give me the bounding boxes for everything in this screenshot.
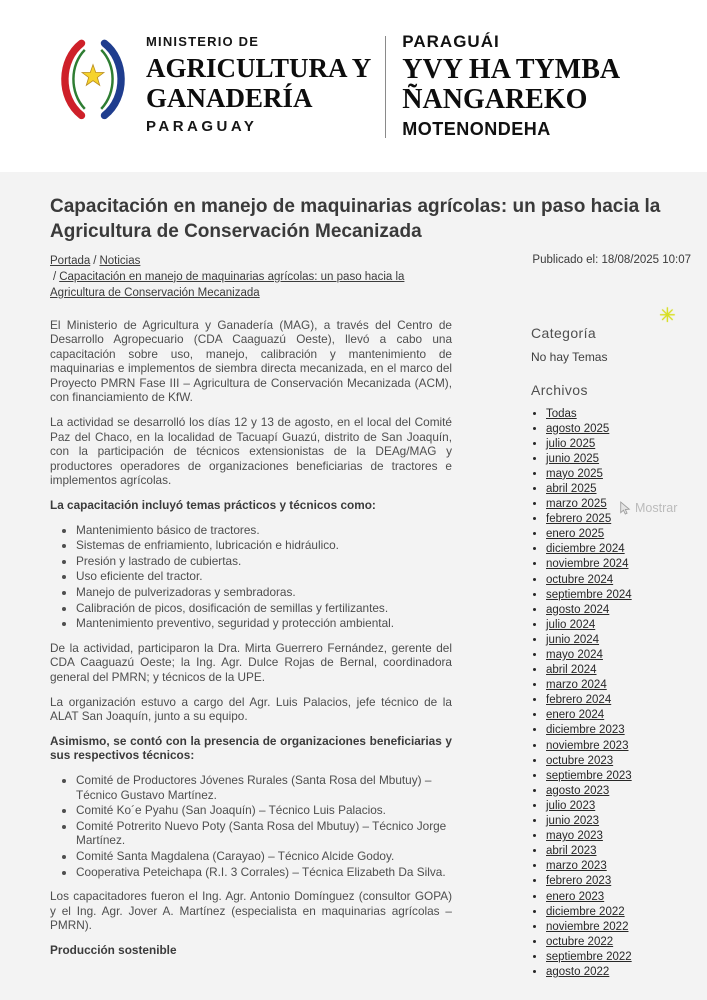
mostrar-tooltip bbox=[619, 501, 677, 515]
archive-link[interactable]: julio 2024 bbox=[546, 618, 596, 631]
archive-link[interactable]: mayo 2025 bbox=[546, 467, 603, 480]
section-heading: La capacitación incluyó temas prácticos y técnicos como: bbox=[50, 498, 376, 513]
archive-link[interactable]: enero 2024 bbox=[546, 709, 605, 722]
archive-item bbox=[546, 693, 691, 708]
organization-list-item: • Comité Ko´e Pyahu (San Joaquín) – Técnico Luis Palacios. bbox=[76, 803, 452, 818]
breadcrumb-link-portada[interactable]: Portada bbox=[50, 254, 91, 267]
archive-item bbox=[546, 422, 691, 437]
archive-item bbox=[546, 950, 691, 965]
category-empty-text: No hay Temas bbox=[531, 349, 608, 364]
guarani-line: YVY HA TYMBA bbox=[402, 54, 621, 85]
archive-link[interactable]: marzo 2025 bbox=[546, 498, 607, 511]
archive-item bbox=[546, 527, 691, 542]
archive-link[interactable]: enero 2023 bbox=[546, 890, 605, 903]
main-content bbox=[0, 172, 707, 980]
archive-link[interactable]: noviembre 2022 bbox=[546, 920, 629, 933]
archive-link[interactable]: mayo 2024 bbox=[546, 649, 603, 662]
mouse-pointer-icon bbox=[619, 501, 631, 515]
ministry-line: GANADERÍA bbox=[146, 83, 313, 114]
published-date: Publicado el: 18/08/2025 10:07 bbox=[532, 253, 691, 266]
archive-link[interactable]: abril 2024 bbox=[546, 664, 597, 677]
archive-item bbox=[546, 739, 691, 754]
archive-item bbox=[546, 437, 691, 452]
archive-link[interactable]: octubre 2024 bbox=[546, 573, 614, 586]
topic-list-item: • Presión y lastrado de cubiertas. bbox=[76, 554, 452, 569]
archive-link[interactable]: junio 2024 bbox=[546, 633, 600, 646]
archive-link[interactable]: octubre 2022 bbox=[546, 935, 614, 948]
article-body bbox=[50, 318, 452, 981]
archive-link[interactable]: noviembre 2024 bbox=[546, 558, 629, 571]
ministry-line: MINISTERIO DE bbox=[146, 34, 260, 49]
archive-link[interactable]: abril 2023 bbox=[546, 845, 597, 858]
archive-item bbox=[546, 754, 691, 769]
ministry-line: AGRICULTURA Y bbox=[146, 53, 372, 83]
archive-item bbox=[546, 557, 691, 572]
category-title: Categoría bbox=[531, 324, 597, 341]
archive-link[interactable]: agosto 2024 bbox=[546, 603, 610, 616]
archive-item bbox=[546, 618, 691, 633]
archive-item bbox=[546, 678, 691, 693]
archive-link[interactable]: marzo 2023 bbox=[546, 860, 607, 873]
archive-link[interactable]: octubre 2023 bbox=[546, 754, 614, 767]
archive-item bbox=[546, 935, 691, 950]
archive-link[interactable]: diciembre 2024 bbox=[546, 543, 625, 556]
archive-item bbox=[546, 603, 691, 618]
topic-list-item: • Manejo de pulverizadoras y sembradoras. bbox=[76, 585, 452, 600]
archive-link[interactable]: noviembre 2023 bbox=[546, 739, 629, 752]
paragraph: De la actividad, participaron la Dra. Mirta Guerrero Fernández, gerente del CDA Caaguazú Oeste; la Ing. Agr. Dulce Rojas de Bernal, coordinadora general del PMRN; y técnicos de la UPE. bbox=[50, 640, 452, 684]
archive-link[interactable]: diciembre 2023 bbox=[546, 724, 625, 737]
breadcrumb-separator: / bbox=[93, 254, 97, 267]
archive-item bbox=[546, 648, 691, 663]
archive-link[interactable]: febrero 2025 bbox=[546, 513, 612, 526]
topics-list bbox=[50, 523, 452, 631]
paragraph: La organización estuvo a cargo del Agr. Luis Palacios, jefe técnico de la ALAT San Joaquín, junto a su equipo. bbox=[50, 694, 452, 724]
archive-link[interactable]: septiembre 2022 bbox=[546, 950, 632, 963]
archive-link[interactable]: febrero 2023 bbox=[546, 875, 612, 888]
content-row bbox=[50, 318, 691, 981]
breadcrumb-current-page[interactable]: Capacitación en manejo de maquinarias agrícolas: un paso hacia la Agricultura de Conservación Mecanizada bbox=[50, 270, 405, 300]
archive-link[interactable]: abril 2025 bbox=[546, 482, 597, 495]
archive-link[interactable]: diciembre 2022 bbox=[546, 905, 625, 918]
breadcrumb bbox=[50, 253, 450, 302]
archive-item bbox=[546, 874, 691, 889]
archive-item bbox=[546, 784, 691, 799]
topic-list-item: • Mantenimiento preventivo, seguridad y protección ambiental. bbox=[76, 616, 452, 631]
archive-link[interactable]: febrero 2024 bbox=[546, 694, 612, 707]
archive-link[interactable]: junio 2023 bbox=[546, 815, 600, 828]
paraguay-coat-of-arms-logo bbox=[52, 30, 134, 132]
archive-item bbox=[546, 407, 691, 422]
topic-list-item: • Sistemas de enfriamiento, lubricación e hidráulico. bbox=[76, 538, 452, 553]
archive-item bbox=[546, 482, 691, 497]
archive-link[interactable]: agosto 2022 bbox=[546, 965, 610, 978]
archive-item bbox=[546, 588, 691, 603]
archive-item bbox=[546, 573, 691, 588]
mostrar-label: Mostrar bbox=[635, 501, 678, 515]
topic-list-item: • Calibración de picos, dosificación de semillas y fertilizantes. bbox=[76, 601, 452, 616]
archive-item bbox=[546, 723, 691, 738]
archive-link[interactable]: septiembre 2023 bbox=[546, 769, 632, 782]
page-title: Capacitación en manejo de maquinarias agrícolas: un paso hacia la Agricultura de Conservación Mecanizada bbox=[50, 196, 661, 243]
breadcrumb-line bbox=[50, 253, 450, 269]
archive-item bbox=[546, 708, 691, 723]
guarani-line: MOTENONDEHA bbox=[402, 119, 551, 140]
archive-item bbox=[546, 799, 691, 814]
sidebar bbox=[531, 318, 691, 981]
paragraph: Los capacitadores fueron el Ing. Agr. Antonio Domínguez (consultor GOPA) y el Ing. Agr. Jover A. Martínez (especialista en maquinarias agrícolas – PMRN). bbox=[50, 889, 452, 933]
archive-link[interactable]: marzo 2024 bbox=[546, 679, 607, 692]
paragraph: El Ministerio de Agricultura y Ganadería (MAG), a través del Centro de Desarrollo Agropecuario (CDA Caaguazú Oeste), llevó a cabo una capacitación sobre uso, manejo, calibración y mantenimiento de maquinarias e implementos de siembra directa mecanizada, en el marco del Proyecto PMRN Fase III – Agricultura de Conservación Mecanizada (ACM), con financiamiento de KfW. bbox=[50, 317, 452, 405]
breadcrumb-separator: / bbox=[53, 270, 57, 283]
archives-list bbox=[531, 407, 691, 981]
organization-list-item: • Comité Potrerito Nuevo Poty (Santa Rosa del Mbutuy) – Técnico Jorge Martínez. bbox=[76, 819, 452, 848]
organization-list-item: • Comité Santa Magdalena (Carayao) – Técnico Alcide Godoy. bbox=[76, 849, 452, 864]
site-header bbox=[0, 0, 707, 172]
archive-link[interactable]: septiembre 2024 bbox=[546, 588, 632, 601]
archive-link[interactable]: junio 2025 bbox=[546, 452, 600, 465]
breadcrumb-link-noticias[interactable]: Noticias bbox=[99, 254, 141, 267]
archive-item bbox=[546, 890, 691, 905]
archive-item bbox=[546, 920, 691, 935]
archive-item bbox=[546, 663, 691, 678]
archive-link[interactable]: enero 2025 bbox=[546, 528, 605, 541]
paragraph: La actividad se desarrolló los días 12 y 13 de agosto, en el local del Comité Paz del Chaco, en la localidad de Tacuapí Guazú, distrito de San Joaquín, con la participación de técnicos extensionistas de la DEAg/MAG y productores operadores de organizaciones beneficiarias de tractores e implementos agrícolas. bbox=[50, 415, 452, 488]
organization-list-item: • Comité de Productores Jóvenes Rurales (Santa Rosa del Mbutuy) – Técnico Gustavo Martínez. bbox=[76, 773, 452, 802]
ministry-line: PARAGUAY bbox=[146, 118, 258, 136]
header-divider bbox=[385, 36, 386, 138]
archive-item bbox=[546, 452, 691, 467]
accessibility-icon[interactable]: ✳ bbox=[659, 305, 676, 327]
guarani-line: PARAGUÁI bbox=[402, 32, 500, 51]
archive-item bbox=[546, 829, 691, 844]
archive-link[interactable]: mayo 2023 bbox=[546, 830, 603, 843]
guarani-line: ÑANGAREKO bbox=[402, 84, 588, 116]
guarani-wordmark bbox=[402, 30, 620, 140]
topic-list-item: • Uso eficiente del tractor. bbox=[76, 569, 452, 584]
archive-link[interactable]: julio 2023 bbox=[546, 799, 596, 812]
archive-link[interactable]: agosto 2025 bbox=[546, 422, 610, 435]
archive-link[interactable]: Todas bbox=[546, 407, 577, 420]
archive-item bbox=[546, 542, 691, 557]
meta-row bbox=[50, 253, 691, 302]
archive-item bbox=[546, 859, 691, 874]
breadcrumb-line bbox=[50, 269, 450, 302]
ministry-wordmark bbox=[146, 30, 371, 135]
organizations-list bbox=[50, 773, 452, 879]
archive-link[interactable]: agosto 2023 bbox=[546, 784, 610, 797]
archive-item bbox=[546, 467, 691, 482]
archive-link[interactable]: julio 2025 bbox=[546, 437, 596, 450]
section-heading: Producción sostenible bbox=[50, 942, 177, 957]
archive-item bbox=[546, 814, 691, 829]
topic-list-item: • Mantenimiento básico de tractores. bbox=[76, 523, 452, 538]
archive-item bbox=[546, 965, 691, 980]
section-heading: Asimismo, se contó con la presencia de organizaciones beneficiarias y sus respectivos técnicos: bbox=[50, 733, 452, 763]
archive-item bbox=[546, 844, 691, 859]
archives-title: Archivos bbox=[531, 381, 588, 398]
organization-list-item: • Cooperativa Peteichapa (R.I. 3 Corrales) – Técnica Elizabeth Da Silva. bbox=[76, 865, 452, 880]
archive-item bbox=[546, 633, 691, 648]
archive-item bbox=[546, 905, 691, 920]
archive-item bbox=[546, 769, 691, 784]
